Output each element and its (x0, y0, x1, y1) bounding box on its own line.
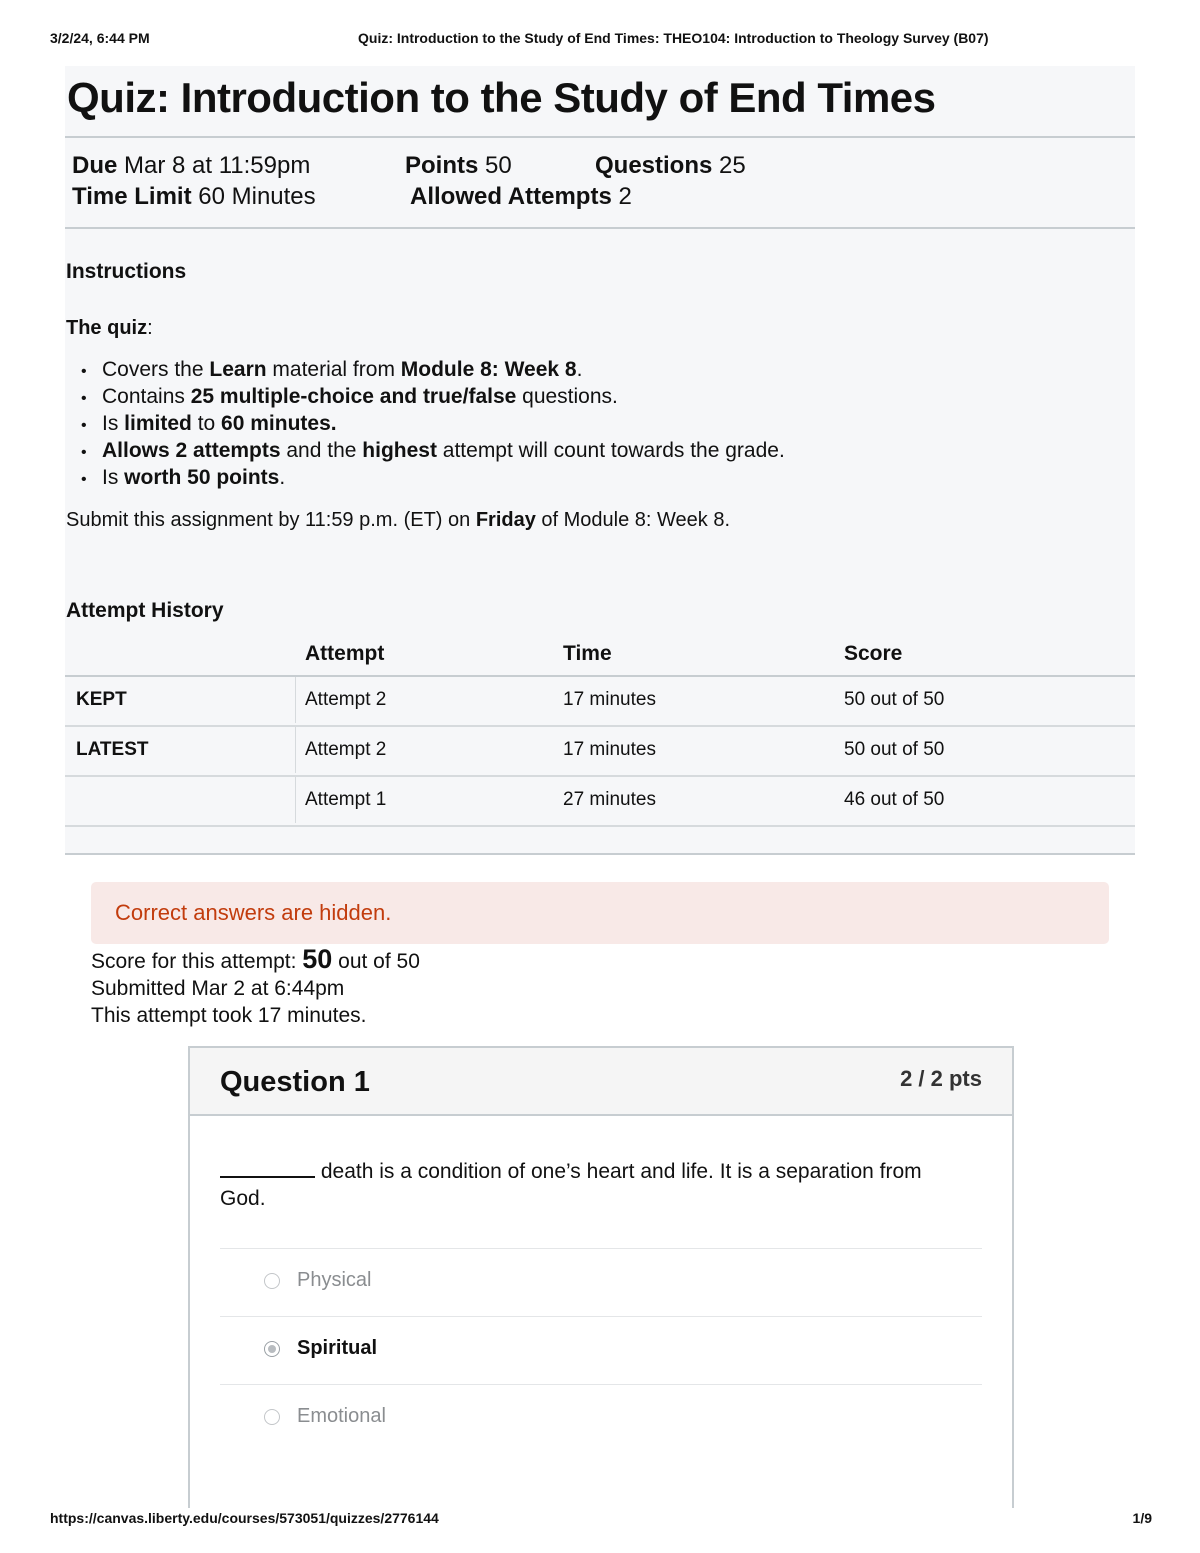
submit-note: Submit this assignment by 11:59 p.m. (ET) on Friday of Module 8: Week 8. (66, 509, 731, 531)
attempt-time: 27 minutes (563, 789, 656, 810)
attempt-tag: LATEST (76, 739, 149, 760)
answer-label: Physical (297, 1269, 372, 1291)
attempt-score: 50 out of 50 (844, 689, 945, 710)
question-card (188, 1046, 1014, 1508)
question-header (190, 1048, 1012, 1116)
table-row (65, 727, 1135, 777)
score-value: 50 (302, 944, 333, 974)
attempt-score: 46 out of 50 (844, 789, 945, 810)
quiz-summary-panel (65, 66, 1135, 855)
radio-button[interactable] (264, 1273, 280, 1289)
attempts-value: 2 (618, 183, 632, 210)
questions-label: Questions (595, 152, 713, 179)
divider (65, 227, 1135, 229)
intro-bold: The quiz (66, 317, 148, 339)
table-row (65, 777, 1135, 827)
radio-button[interactable] (264, 1409, 280, 1425)
table-row (65, 677, 1135, 727)
attempt-history-heading: Attempt History (66, 599, 224, 622)
attempt-time: 17 minutes (563, 739, 656, 760)
alert-text: Correct answers are hidden. (115, 900, 392, 925)
list-item: • Is worth 50 points. (81, 464, 785, 491)
radio-button-selected[interactable] (264, 1341, 280, 1357)
answer-option[interactable] (220, 1248, 982, 1316)
attempt-time: 17 minutes (563, 689, 656, 710)
questions-count (595, 152, 746, 180)
due-label: Due (72, 152, 118, 179)
attempt-link[interactable]: Attempt 1 (305, 789, 387, 810)
list-item: • Covers the Learn material from Module 8: Week 8. (81, 356, 785, 383)
attempt-tag: KEPT (76, 689, 127, 710)
print-header (50, 30, 1152, 50)
list-item: • Is limited to 60 minutes. (81, 410, 785, 437)
score-line: Score for this attempt: 50 out of 50 (91, 944, 420, 974)
print-footer (50, 1510, 1152, 1530)
page-number: 1/9 (1132, 1510, 1152, 1526)
due-date (72, 152, 310, 180)
list-item: • Allows 2 attempts and the highest attempt will count towards the grade. (81, 437, 785, 464)
allowed-attempts (410, 183, 632, 211)
instructions-intro (66, 317, 153, 340)
divider (65, 136, 1135, 138)
page-title: Quiz: Introduction to the Study of End Times (67, 74, 936, 121)
attempt-link[interactable]: Attempt 2 (305, 739, 387, 760)
question-points: 2 / 2 pts (900, 1066, 982, 1091)
fill-in-blank (220, 1158, 315, 1178)
question-text: death is a condition of one’s heart and life. It is a separation from God. (220, 1160, 922, 1210)
column-header-score: Score (844, 642, 903, 665)
time-limit-value: 60 Minutes (198, 183, 316, 210)
attempts-label: Allowed Attempts (410, 183, 612, 210)
submitted-line: Submitted Mar 2 at 6:44pm (91, 977, 345, 1000)
instructions-list (81, 356, 785, 491)
answer-option[interactable] (220, 1384, 982, 1452)
instructions-heading: Instructions (66, 260, 187, 283)
divider (65, 853, 1135, 855)
duration-line: This attempt took 17 minutes. (91, 1004, 367, 1027)
answer-option[interactable] (220, 1316, 982, 1384)
intro-rest: : (147, 317, 153, 339)
column-header-time: Time (563, 642, 612, 665)
list-item: • Contains 25 multiple-choice and true/false questions. (81, 383, 785, 410)
attempt-link[interactable]: Attempt 2 (305, 689, 387, 710)
correct-answers-hidden-alert (91, 882, 1109, 944)
answer-label: Spiritual (297, 1337, 378, 1359)
points (405, 152, 512, 180)
attempt-score: 50 out of 50 (844, 739, 945, 760)
page-url: https://canvas.liberty.edu/courses/573051/quizzes/2776144 (50, 1510, 439, 1526)
attempt-history-header (65, 638, 1135, 677)
points-label: Points (405, 152, 479, 179)
points-value: 50 (485, 152, 512, 179)
question-title: Question 1 (220, 1066, 370, 1098)
answer-label: Emotional (297, 1405, 386, 1427)
print-date: 3/2/24, 6:44 PM (50, 30, 150, 46)
print-title: Quiz: Introduction to the Study of End Times: THEO104: Introduction to Theology Survey (B07) (358, 30, 989, 46)
attempt-result (91, 946, 420, 1029)
column-header-attempt: Attempt (305, 642, 385, 665)
due-value: Mar 8 at 11:59pm (124, 152, 311, 179)
time-limit-label: Time Limit (72, 183, 192, 210)
questions-value: 25 (719, 152, 746, 179)
time-limit (72, 183, 316, 211)
